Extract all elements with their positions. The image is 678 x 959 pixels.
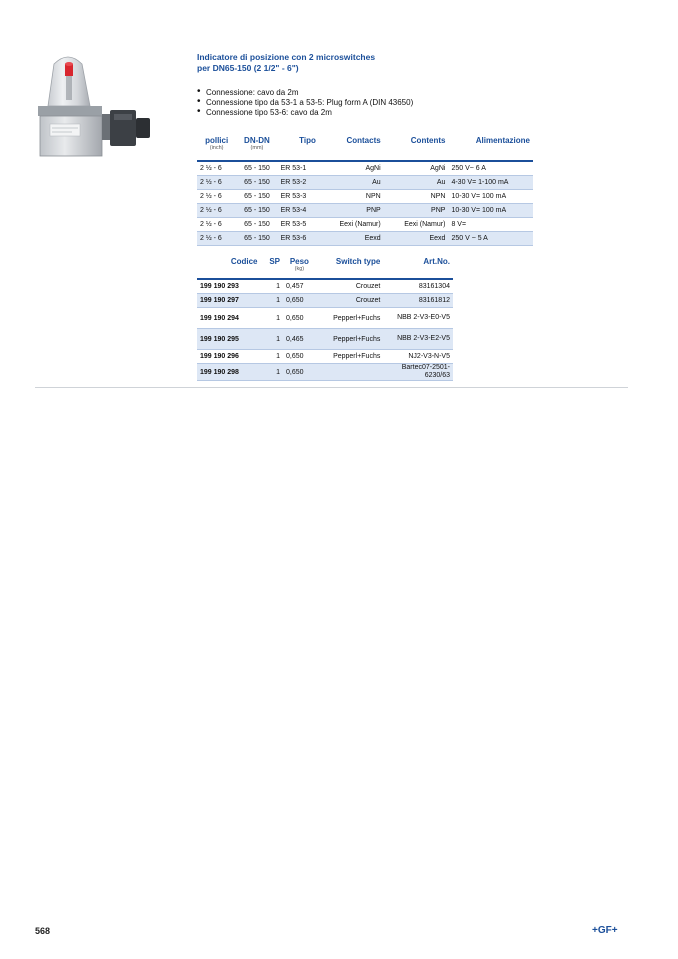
table-row [197,204,533,218]
cell-art-no: Bartec07-2501-6230/63 [383,364,453,381]
cell-dn: 65 - 150 [236,190,277,204]
cell-contents: NPN [384,190,449,204]
cell-codice: 199 190 297 [197,294,260,308]
table-row [197,190,533,204]
cell-switch-type: Crouzet [316,294,384,308]
cell-dn: 65 - 150 [236,176,277,190]
cell-peso: 0,650 [283,350,316,364]
cell-tipo: ER 53-5 [278,218,319,232]
cell-switch-type: Pepperl+Fuchs [316,350,384,364]
col-header-codice: Codice [230,257,258,266]
product-image [28,44,158,164]
spec-table-header [197,135,533,161]
order-table-header [197,256,453,279]
cell-art-no: NBB 2-V3-E2-V5 [383,329,453,350]
cell-contents: Eexi (Namur) [384,218,449,232]
feature-item: • Connessione tipo 53-6: cavo da 2m [197,108,413,118]
brand-logo: +GF+ [592,925,618,936]
cell-pollici: 2 ½ - 6 [197,218,236,232]
cell-sp: 1 [260,350,283,364]
cell-codice: 199 190 295 [197,329,260,350]
cell-sp: 1 [260,279,283,294]
table-row [197,161,533,176]
title-line: per DN65-150 (2 1/2" - 6") [197,63,299,73]
title-line: Indicatore di posizione con 2 microswitches [197,52,376,62]
table-row [197,329,453,350]
col-header-peso: Peso (kg) [289,257,309,272]
cell-codice: 199 190 298 [197,364,260,381]
cell-sp: 1 [260,294,283,308]
cell-alimentazione: 250 V ~ 5 A [448,232,533,246]
cell-switch-type: Crouzet [316,279,384,294]
cell-switch-type [316,364,384,381]
cell-pollici: 2 ½ - 6 [197,232,236,246]
table-row [197,364,453,381]
cell-peso: 0,650 [283,294,316,308]
product-title [197,52,527,74]
col-header-pollici: pollici (inch) [205,136,229,151]
cell-tipo: ER 53-2 [278,176,319,190]
cell-sp: 1 [260,329,283,350]
page-number: 568 [35,926,51,936]
cell-art-no: NJ2-V3-N-V5 [383,350,453,364]
table-row [197,350,453,364]
cell-switch-type: Pepperl+Fuchs [316,308,384,329]
table-row [197,279,453,294]
feature-list [197,88,413,118]
col-header-tipo: Tipo [299,136,316,145]
cell-codice: 199 190 296 [197,350,260,364]
cell-peso: 0,650 [283,364,316,381]
cell-alimentazione: 8 V= [448,218,533,232]
col-header-switch-type: Switch type [335,257,381,266]
cell-contents: AgNi [384,161,449,176]
cell-dn: 65 - 150 [236,218,277,232]
cell-contacts: Eexd [319,232,384,246]
col-header-contacts: Contacts [346,136,381,145]
cell-contacts: Eexi (Namur) [319,218,384,232]
feature-item: • Connessione tipo da 53-1 a 53-5: Plug form A (DIN 43650) [197,98,413,108]
col-header-dn: DN-DN (mm) [244,136,270,151]
cell-sp: 1 [260,364,283,381]
col-header-art-no: Art.No. [423,257,450,266]
cell-tipo: ER 53-1 [278,161,319,176]
cell-tipo: ER 53-4 [278,204,319,218]
cell-pollici: 2 ½ - 6 [197,204,236,218]
section-divider [35,387,628,388]
col-header-alimentazione: Alimentazione [475,136,530,145]
cell-contents: Eexd [384,232,449,246]
cell-tipo: ER 53-6 [278,232,319,246]
cell-codice: 199 190 294 [197,308,260,329]
cell-peso: 0,457 [283,279,316,294]
table-row [197,308,453,329]
cell-sp: 1 [260,308,283,329]
cell-pollici: 2 ½ - 6 [197,161,236,176]
cell-alimentazione: 10-30 V= 100 mA [448,190,533,204]
cell-dn: 65 - 150 [236,204,277,218]
cell-dn: 65 - 150 [236,161,277,176]
cell-codice: 199 190 293 [197,279,260,294]
cell-contacts: NPN [319,190,384,204]
table-row [197,218,533,232]
cell-pollici: 2 ½ - 6 [197,176,236,190]
feature-item: • Connessione: cavo da 2m [197,88,413,98]
cell-peso: 0,650 [283,308,316,329]
spec-table [197,135,533,246]
order-table [197,256,453,381]
cell-art-no: 83161304 [383,279,453,294]
cell-dn: 65 - 150 [236,232,277,246]
cell-contacts: PNP [319,204,384,218]
cell-contents: Au [384,176,449,190]
table-row [197,232,533,246]
cell-contacts: Au [319,176,384,190]
cell-tipo: ER 53-3 [278,190,319,204]
cell-art-no: NBB 2-V3-E0-V5 [383,308,453,329]
cell-contents: PNP [384,204,449,218]
cell-alimentazione: 10-30 V= 100 mA [448,204,533,218]
cell-pollici: 2 ½ - 6 [197,190,236,204]
cell-contacts: AgNi [319,161,384,176]
cell-peso: 0,465 [283,329,316,350]
cell-alimentazione: 4-30 V= 1-100 mA [448,176,533,190]
table-row [197,176,533,190]
cell-alimentazione: 250 V~ 6 A [448,161,533,176]
cell-art-no: 83161812 [383,294,453,308]
table-row [197,294,453,308]
cell-switch-type: Pepperl+Fuchs [316,329,384,350]
col-header-contents: Contents [410,136,446,145]
col-header-sp: SP [269,257,280,266]
